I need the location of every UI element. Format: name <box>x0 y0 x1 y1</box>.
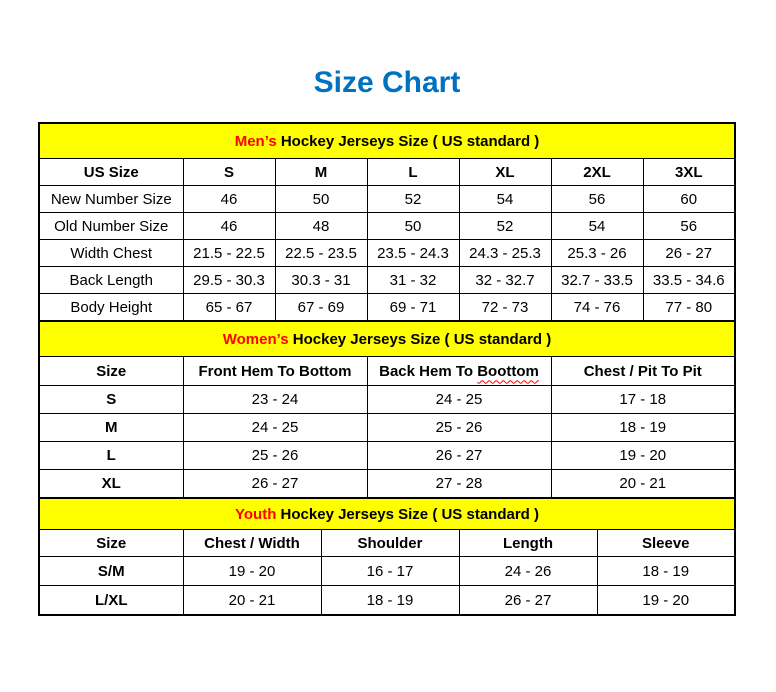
column-header: Size <box>39 530 183 557</box>
value-cell: 24.3 - 25.3 <box>459 240 551 267</box>
value-cell: 50 <box>367 213 459 240</box>
value-cell: 52 <box>367 186 459 213</box>
column-header: Chest / Pit To Pit <box>551 357 735 386</box>
row-label: Back Length <box>39 267 183 294</box>
value-cell: 65 - 67 <box>183 294 275 322</box>
womens-header-row <box>39 357 735 386</box>
table-row <box>39 213 735 240</box>
youth-band <box>39 498 735 530</box>
value-cell: 26 - 27 <box>367 442 551 470</box>
value-cell: 48 <box>275 213 367 240</box>
table-row <box>39 414 735 442</box>
value-cell: 77 - 80 <box>643 294 735 322</box>
value-cell: 20 - 21 <box>551 470 735 499</box>
value-cell: 54 <box>551 213 643 240</box>
womens-band-highlight: Women’s <box>222 330 289 348</box>
value-cell: 32 - 32.7 <box>459 267 551 294</box>
value-cell: 25.3 - 26 <box>551 240 643 267</box>
column-header: XL <box>459 159 551 186</box>
value-cell: 26 - 27 <box>183 470 367 499</box>
row-label: New Number Size <box>39 186 183 213</box>
size-chart <box>38 122 736 616</box>
value-cell: 26 - 27 <box>459 586 597 616</box>
value-cell: 30.3 - 31 <box>275 267 367 294</box>
column-header: Sleeve <box>597 530 735 557</box>
column-header: L <box>367 159 459 186</box>
value-cell: 25 - 26 <box>183 442 367 470</box>
mens-band-highlight: Men’s <box>234 132 277 150</box>
value-cell: 29.5 - 30.3 <box>183 267 275 294</box>
youth-band-row <box>39 498 735 530</box>
row-label: Body Height <box>39 294 183 322</box>
value-cell: 72 - 73 <box>459 294 551 322</box>
row-label: L/XL <box>39 586 183 616</box>
value-cell: 52 <box>459 213 551 240</box>
value-cell: 69 - 71 <box>367 294 459 322</box>
mens-size-table <box>38 122 736 322</box>
row-label: S/M <box>39 557 183 586</box>
column-header: S <box>183 159 275 186</box>
value-cell: 33.5 - 34.6 <box>643 267 735 294</box>
misspelled-word-spellcheck: Boottom <box>477 362 539 380</box>
table-row <box>39 586 735 616</box>
column-header: Shoulder <box>321 530 459 557</box>
column-header: Chest / Width <box>183 530 321 557</box>
table-row <box>39 386 735 414</box>
table-row <box>39 240 735 267</box>
value-cell: 23 - 24 <box>183 386 367 414</box>
value-cell: 24 - 26 <box>459 557 597 586</box>
youth-size-table <box>38 497 736 616</box>
value-cell: 46 <box>183 213 275 240</box>
table-row <box>39 294 735 322</box>
column-header: Front Hem To Bottom <box>183 357 367 386</box>
column-header: Length <box>459 530 597 557</box>
womens-band-rest: Hockey Jerseys Size ( US standard ) <box>288 330 552 348</box>
value-cell: 74 - 76 <box>551 294 643 322</box>
row-label: L <box>39 442 183 470</box>
table-row <box>39 267 735 294</box>
back-hem-label-prefix: Back Hem To <box>379 362 478 380</box>
value-cell: 56 <box>551 186 643 213</box>
value-cell: 18 - 19 <box>321 586 459 616</box>
value-cell: 67 - 69 <box>275 294 367 322</box>
value-cell: 46 <box>183 186 275 213</box>
row-label: Old Number Size <box>39 213 183 240</box>
column-header <box>367 357 551 386</box>
page-title: Size Chart <box>313 66 461 99</box>
table-row <box>39 470 735 499</box>
table-row <box>39 557 735 586</box>
row-label: M <box>39 414 183 442</box>
value-cell: 21.5 - 22.5 <box>183 240 275 267</box>
value-cell: 17 - 18 <box>551 386 735 414</box>
column-header: 2XL <box>551 159 643 186</box>
value-cell: 26 - 27 <box>643 240 735 267</box>
value-cell: 24 - 25 <box>183 414 367 442</box>
row-label: XL <box>39 470 183 499</box>
youth-band-highlight: Youth <box>235 505 277 523</box>
table-row <box>39 186 735 213</box>
column-header: Size <box>39 357 183 386</box>
mens-band-rest: Hockey Jerseys Size ( US standard ) <box>276 132 540 150</box>
value-cell: 19 - 20 <box>597 586 735 616</box>
value-cell: 56 <box>643 213 735 240</box>
row-label: Width Chest <box>39 240 183 267</box>
womens-band <box>39 321 735 357</box>
value-cell: 22.5 - 23.5 <box>275 240 367 267</box>
youth-header-row <box>39 530 735 557</box>
value-cell: 50 <box>275 186 367 213</box>
value-cell: 32.7 - 33.5 <box>551 267 643 294</box>
value-cell: 16 - 17 <box>321 557 459 586</box>
mens-header-row <box>39 159 735 186</box>
mens-band-row <box>39 123 735 159</box>
mens-band <box>39 123 735 159</box>
value-cell: 19 - 20 <box>183 557 321 586</box>
column-header: US Size <box>39 159 183 186</box>
value-cell: 18 - 19 <box>597 557 735 586</box>
column-header: M <box>275 159 367 186</box>
value-cell: 23.5 - 24.3 <box>367 240 459 267</box>
value-cell: 31 - 32 <box>367 267 459 294</box>
value-cell: 20 - 21 <box>183 586 321 616</box>
column-header: 3XL <box>643 159 735 186</box>
table-row <box>39 442 735 470</box>
value-cell: 19 - 20 <box>551 442 735 470</box>
value-cell: 54 <box>459 186 551 213</box>
value-cell: 60 <box>643 186 735 213</box>
value-cell: 25 - 26 <box>367 414 551 442</box>
youth-band-rest: Hockey Jerseys Size ( US standard ) <box>276 505 539 523</box>
womens-size-table <box>38 320 736 499</box>
value-cell: 27 - 28 <box>367 470 551 499</box>
womens-band-row <box>39 321 735 357</box>
value-cell: 18 - 19 <box>551 414 735 442</box>
row-label: S <box>39 386 183 414</box>
value-cell: 24 - 25 <box>367 386 551 414</box>
